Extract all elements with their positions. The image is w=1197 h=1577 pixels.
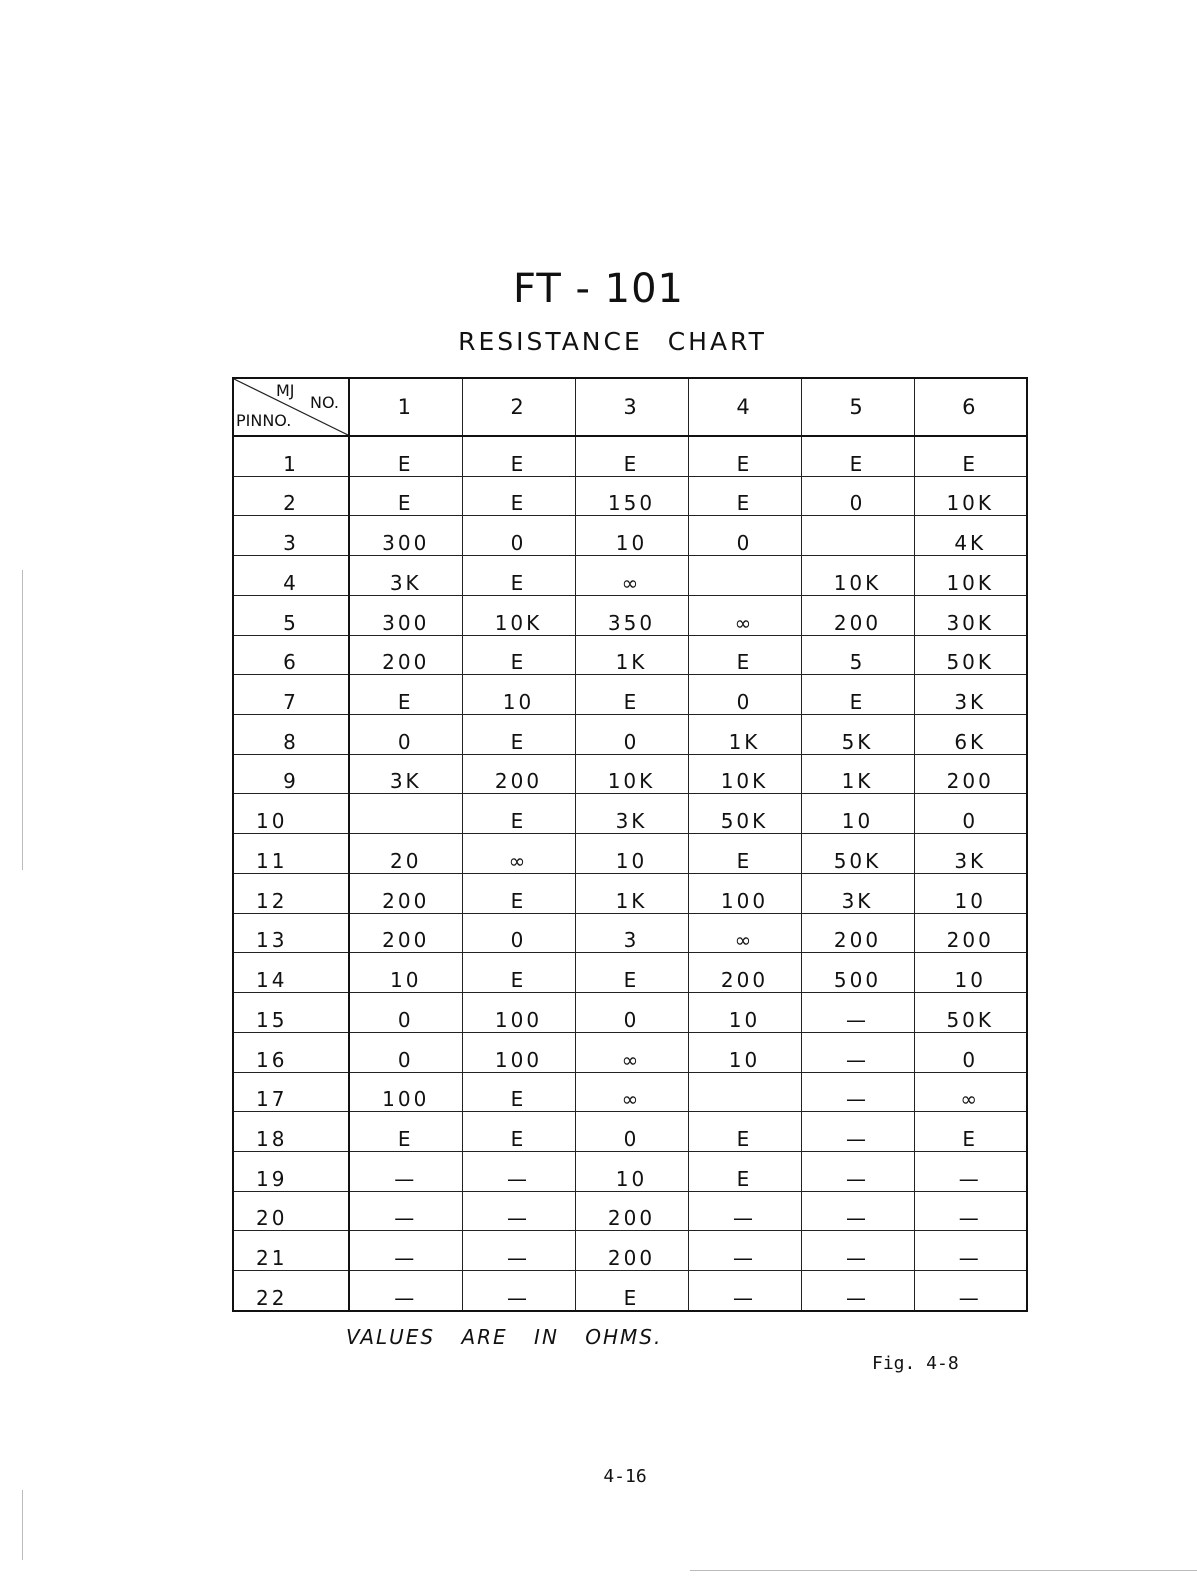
resistance-value-cell: E <box>575 1271 688 1311</box>
pin-number-cell: 18 <box>233 1112 349 1152</box>
resistance-value-cell: — <box>349 1271 462 1311</box>
resistance-value-cell: 100 <box>349 1072 462 1112</box>
resistance-value-cell: 3K <box>801 873 914 913</box>
corner-no-label: NO. <box>310 393 339 412</box>
resistance-value-cell: E <box>914 1112 1027 1152</box>
resistance-value-cell: 3K <box>349 556 462 596</box>
scan-margin-mark <box>22 1490 23 1560</box>
table-row <box>233 1072 1027 1112</box>
table-row <box>233 993 1027 1033</box>
resistance-value-cell: 300 <box>349 516 462 556</box>
resistance-value-cell: 3K <box>575 794 688 834</box>
resistance-value-cell: — <box>462 1151 575 1191</box>
column-header: 6 <box>914 378 1027 436</box>
table-row <box>233 794 1027 834</box>
resistance-value-cell: — <box>349 1151 462 1191</box>
resistance-value-cell: 0 <box>575 1112 688 1152</box>
resistance-value-cell: E <box>349 436 462 476</box>
resistance-value-cell: 10K <box>462 595 575 635</box>
resistance-value-cell: 4K <box>914 516 1027 556</box>
resistance-value-cell: 10K <box>688 754 801 794</box>
chart-subtitle: RESISTANCE CHART <box>458 327 767 356</box>
pin-number-cell: 16 <box>233 1032 349 1072</box>
scan-edge-line <box>690 1570 1197 1571</box>
table-row <box>233 754 1027 794</box>
resistance-value-cell: 150 <box>575 476 688 516</box>
resistance-value-cell: 50K <box>801 834 914 874</box>
resistance-value-cell: 3K <box>914 834 1027 874</box>
resistance-value-cell: 10K <box>914 476 1027 516</box>
corner-header <box>233 378 349 436</box>
table-row <box>233 1032 1027 1072</box>
resistance-value-cell: ∞ <box>914 1072 1027 1112</box>
resistance-value-cell: 100 <box>462 1032 575 1072</box>
resistance-value-cell <box>801 516 914 556</box>
resistance-value-cell: 0 <box>914 1032 1027 1072</box>
resistance-value-cell: 200 <box>349 913 462 953</box>
resistance-value-cell: 1K <box>688 715 801 755</box>
table-row <box>233 556 1027 596</box>
figure-label: Fig. 4-8 <box>872 1353 959 1374</box>
resistance-value-cell: 200 <box>462 754 575 794</box>
pin-number-cell: 12 <box>233 873 349 913</box>
table-row <box>233 1231 1027 1271</box>
resistance-value-cell: E <box>349 675 462 715</box>
resistance-value-cell: — <box>801 1151 914 1191</box>
resistance-value-cell: — <box>914 1191 1027 1231</box>
resistance-value-cell: E <box>462 953 575 993</box>
pin-number-cell: 10 <box>233 794 349 834</box>
resistance-value-cell: E <box>462 1072 575 1112</box>
resistance-value-cell: 30K <box>914 595 1027 635</box>
resistance-value-cell: E <box>349 476 462 516</box>
pin-number-cell: 19 <box>233 1151 349 1191</box>
resistance-value-cell: 200 <box>914 913 1027 953</box>
pin-number-cell: 6 <box>233 635 349 675</box>
column-header: 1 <box>349 378 462 436</box>
resistance-value-cell: — <box>914 1231 1027 1271</box>
pin-number-cell: 11 <box>233 834 349 874</box>
resistance-value-cell: — <box>801 1032 914 1072</box>
resistance-value-cell: E <box>462 794 575 834</box>
resistance-value-cell: E <box>801 436 914 476</box>
resistance-value-cell: — <box>801 1191 914 1231</box>
resistance-value-cell: 3K <box>914 675 1027 715</box>
resistance-value-cell: 6K <box>914 715 1027 755</box>
resistance-value-cell: ∞ <box>462 834 575 874</box>
pin-number-cell: 3 <box>233 516 349 556</box>
resistance-value-cell: 10 <box>801 794 914 834</box>
resistance-value-cell: 0 <box>688 516 801 556</box>
resistance-value-cell <box>688 556 801 596</box>
resistance-value-cell: — <box>914 1271 1027 1311</box>
column-header: 5 <box>801 378 914 436</box>
resistance-value-cell <box>688 1072 801 1112</box>
resistance-value-cell: ∞ <box>688 913 801 953</box>
resistance-value-cell: — <box>801 1072 914 1112</box>
table-row <box>233 516 1027 556</box>
resistance-value-cell: ∞ <box>575 1032 688 1072</box>
resistance-value-cell: 200 <box>801 595 914 635</box>
resistance-value-cell: 0 <box>688 675 801 715</box>
table-row <box>233 1151 1027 1191</box>
resistance-value-cell: 50K <box>914 635 1027 675</box>
resistance-value-cell: 1K <box>575 873 688 913</box>
resistance-value-cell: 1K <box>575 635 688 675</box>
resistance-value-cell: 20 <box>349 834 462 874</box>
pin-number-cell: 22 <box>233 1271 349 1311</box>
resistance-value-cell: E <box>801 675 914 715</box>
resistance-value-cell: 10 <box>688 1032 801 1072</box>
resistance-value-cell: — <box>462 1271 575 1311</box>
scan-margin-mark <box>22 570 23 870</box>
resistance-value-cell: E <box>349 1112 462 1152</box>
pin-number-cell: 15 <box>233 993 349 1033</box>
pin-number-cell: 20 <box>233 1191 349 1231</box>
resistance-value-cell: 200 <box>349 873 462 913</box>
pin-number-cell: 2 <box>233 476 349 516</box>
resistance-value-cell: E <box>688 834 801 874</box>
table-row <box>233 873 1027 913</box>
table-header-row <box>233 378 1027 436</box>
resistance-value-cell: E <box>575 436 688 476</box>
pin-number-cell: 14 <box>233 953 349 993</box>
resistance-value-cell: 50K <box>914 993 1027 1033</box>
resistance-value-cell: — <box>914 1151 1027 1191</box>
table-row <box>233 1112 1027 1152</box>
resistance-table <box>232 377 1028 1312</box>
resistance-value-cell: 1K <box>801 754 914 794</box>
resistance-value-cell: E <box>688 1151 801 1191</box>
resistance-value-cell: E <box>462 635 575 675</box>
resistance-value-cell: E <box>462 556 575 596</box>
resistance-value-cell: 10 <box>575 516 688 556</box>
resistance-value-cell: 10 <box>914 953 1027 993</box>
resistance-value-cell: 0 <box>462 913 575 953</box>
resistance-value-cell: E <box>688 1112 801 1152</box>
resistance-value-cell: E <box>462 873 575 913</box>
table-row <box>233 1271 1027 1311</box>
resistance-value-cell: 0 <box>575 993 688 1033</box>
pin-number-cell: 5 <box>233 595 349 635</box>
resistance-value-cell: ∞ <box>575 1072 688 1112</box>
resistance-value-cell: — <box>801 1271 914 1311</box>
pin-number-cell: 7 <box>233 675 349 715</box>
table-row <box>233 1191 1027 1231</box>
resistance-value-cell: — <box>349 1191 462 1231</box>
table-row <box>233 675 1027 715</box>
resistance-value-cell: 200 <box>801 913 914 953</box>
resistance-value-cell: 0 <box>914 794 1027 834</box>
resistance-value-cell: 5 <box>801 635 914 675</box>
resistance-value-cell: E <box>575 675 688 715</box>
resistance-value-cell: 200 <box>575 1191 688 1231</box>
resistance-value-cell: 200 <box>575 1231 688 1271</box>
resistance-value-cell: 0 <box>349 993 462 1033</box>
resistance-value-cell: 200 <box>349 635 462 675</box>
table-row <box>233 834 1027 874</box>
resistance-value-cell: 10K <box>801 556 914 596</box>
table-row <box>233 715 1027 755</box>
resistance-value-cell: 10K <box>575 754 688 794</box>
table-row <box>233 635 1027 675</box>
resistance-value-cell: E <box>688 476 801 516</box>
resistance-value-cell: — <box>688 1191 801 1231</box>
table-row <box>233 595 1027 635</box>
column-header: 4 <box>688 378 801 436</box>
resistance-value-cell: ∞ <box>575 556 688 596</box>
resistance-value-cell: 300 <box>349 595 462 635</box>
pin-number-cell: 4 <box>233 556 349 596</box>
resistance-value-cell: E <box>462 476 575 516</box>
table-body <box>233 436 1027 1311</box>
resistance-value-cell: 0 <box>575 715 688 755</box>
pin-number-cell: 9 <box>233 754 349 794</box>
resistance-value-cell: 10 <box>462 675 575 715</box>
resistance-value-cell: 10 <box>575 834 688 874</box>
corner-pin-label: PINNO. <box>236 411 292 430</box>
table-row <box>233 913 1027 953</box>
resistance-value-cell: — <box>688 1271 801 1311</box>
resistance-value-cell: 10K <box>914 556 1027 596</box>
pin-number-cell: 13 <box>233 913 349 953</box>
resistance-value-cell: 10 <box>914 873 1027 913</box>
resistance-value-cell: 10 <box>688 993 801 1033</box>
resistance-value-cell: 0 <box>349 715 462 755</box>
resistance-value-cell: — <box>688 1231 801 1271</box>
resistance-value-cell: E <box>688 635 801 675</box>
chart-title: FT - 101 <box>513 266 684 312</box>
resistance-value-cell: 100 <box>462 993 575 1033</box>
resistance-value-cell: ∞ <box>688 595 801 635</box>
table-row <box>233 953 1027 993</box>
resistance-value-cell: 200 <box>914 754 1027 794</box>
corner-mj-label: MJ <box>276 381 295 400</box>
resistance-value-cell: E <box>914 436 1027 476</box>
resistance-value-cell <box>349 794 462 834</box>
resistance-value-cell: 200 <box>688 953 801 993</box>
resistance-value-cell: 3 <box>575 913 688 953</box>
resistance-value-cell: 10 <box>349 953 462 993</box>
resistance-value-cell: 3K <box>349 754 462 794</box>
resistance-value-cell: 500 <box>801 953 914 993</box>
page-number: 4-16 <box>603 1466 647 1487</box>
resistance-value-cell: — <box>801 993 914 1033</box>
table-row <box>233 476 1027 516</box>
column-header: 3 <box>575 378 688 436</box>
pin-number-cell: 21 <box>233 1231 349 1271</box>
resistance-value-cell: E <box>688 436 801 476</box>
pin-number-cell: 1 <box>233 436 349 476</box>
resistance-value-cell: — <box>462 1231 575 1271</box>
resistance-value-cell: — <box>462 1191 575 1231</box>
resistance-value-cell: E <box>462 1112 575 1152</box>
resistance-value-cell: E <box>462 715 575 755</box>
resistance-value-cell: 350 <box>575 595 688 635</box>
resistance-value-cell: 0 <box>349 1032 462 1072</box>
resistance-value-cell: 50K <box>688 794 801 834</box>
resistance-value-cell: — <box>801 1112 914 1152</box>
table-row <box>233 436 1027 476</box>
resistance-value-cell: 100 <box>688 873 801 913</box>
resistance-value-cell: 0 <box>462 516 575 556</box>
resistance-value-cell: 10 <box>575 1151 688 1191</box>
pin-number-cell: 8 <box>233 715 349 755</box>
column-header: 2 <box>462 378 575 436</box>
resistance-value-cell: E <box>462 436 575 476</box>
resistance-value-cell: — <box>349 1231 462 1271</box>
resistance-value-cell: 0 <box>801 476 914 516</box>
resistance-value-cell: 5K <box>801 715 914 755</box>
units-note: VALUES ARE IN OHMS. <box>346 1325 663 1349</box>
pin-number-cell: 17 <box>233 1072 349 1112</box>
resistance-value-cell: — <box>801 1231 914 1271</box>
resistance-value-cell: E <box>575 953 688 993</box>
